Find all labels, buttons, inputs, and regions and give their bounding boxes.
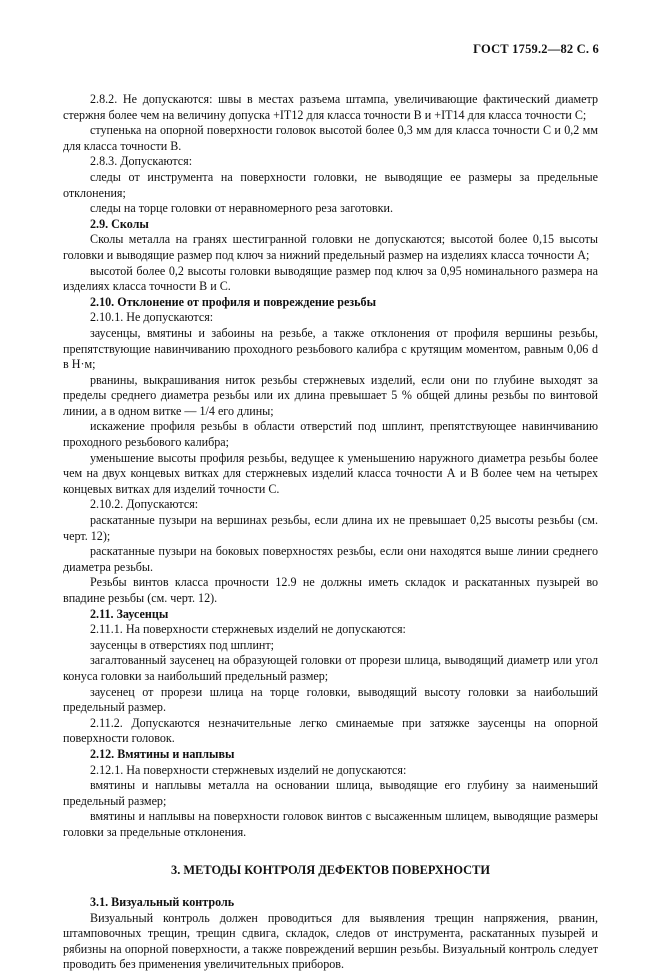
subsection-heading: 2.11. Заусенцы	[90, 606, 169, 621]
paragraph: 2.12.1. На поверхности стержневых изделий не допускаются:	[90, 762, 407, 777]
document-body	[63, 92, 598, 973]
paragraph: уменьшение высоты профиля резьбы, ведущее к уменьшению наружного диаметра резьбы более чем на двух концевых витках для стержневых изделий класса точности А и В более чем на четырех концевых витках для изделий точности С.	[63, 450, 598, 496]
subsection-heading: 3.1. Визуальный контроль	[90, 895, 235, 910]
paragraph: вмятины и наплывы на поверхности головок винтов с высаженным шлицем, выводящие размеры головки за предельные отклонения.	[63, 809, 598, 839]
paragraph: искажение профиля резьбы в области отверстий под шплинт, препятствующее навинчиванию проходного резьбового калибра;	[63, 419, 598, 450]
paragraph: загалтованный заусенец на образующей головки от прорези шлица, выводящий диаметр или угол конуса головки за наибольший предельный размер;	[63, 653, 598, 683]
page-header: ГОСТ 1759.2—82 С. 6	[473, 42, 599, 56]
paragraph: раскатанные пузыри на вершинах резьбы, если длина их не превышает 0,25 высоты резьбы (см. черт. 12);	[63, 513, 598, 543]
paragraph: заусенец от прорези шлица на торце головки, выводящий высоту головки за наибольший предельный размер.	[63, 684, 598, 715]
paragraph: раскатанные пузыри на боковых поверхностях резьбы, если они находятся выше линии среднего диаметра резьбы.	[63, 544, 598, 574]
paragraph: вмятины и наплывы металла на основании шлица, выводящие его глубину за наименьший предельный размер;	[63, 778, 598, 808]
section-3-paragraphs	[63, 895, 598, 973]
paragraph: 2.10.2. Допускаются:	[90, 497, 199, 512]
subsection-heading: 2.10. Отклонение от профиля и повреждение резьбы	[90, 294, 377, 309]
paragraph: Визуальный контроль должен проводиться для выявления трещин напряжения, рванин, штамповочных трещин, трещин сдвига, складок, следов от инструмента, раскатанных пузырей и рябизны на опорной поверхности, а также повреждений вершин резьбы. Визуальный контроль следует проводить без применения увеличительных приборов.	[63, 910, 598, 972]
paragraph: Резьбы винтов класса прочности 12.9 не должны иметь складок и раскатанных пузырей во впадине резьбы (см. черт. 12).	[63, 575, 598, 605]
paragraph: высотой более 0,2 высоты головки выводящие размер под ключ за 0,95 номинального размера на изделиях класса точности В и С.	[63, 263, 598, 294]
paragraph: 2.11.2. Допускаются незначительные легко сминаемые при затяжке заусенцы на опорной поверхности головок.	[63, 715, 598, 746]
paragraph: Сколы металла на гранях шестигранной головки не допускаются; высотой более 0,15 высоты головки и выводящие размер под ключ за нижний предельный размер на изделиях класса точности А;	[63, 232, 598, 262]
section-2-paragraphs	[63, 92, 598, 841]
paragraph: 2.8.3. Допускаются:	[90, 154, 193, 169]
paragraph: 2.11.1. На поверхности стержневых изделий не допускаются:	[90, 622, 406, 637]
paragraph: заусенцы в отверстиях под шплинт;	[90, 637, 275, 652]
subsection-heading: 2.12. Вмятины и наплывы	[90, 746, 235, 761]
paragraph: 2.8.2. Не допускаются: швы в местах разъема штампа, увеличивающие фактический диаметр стержня более чем на величину допуска +IT12 для класса точности В и +IT14 для класса точности С;	[63, 92, 598, 122]
paragraph: заусенцы, вмятины и забоины на резьбе, а также отклонения от профиля вершины резьбы, препятствующие навинчиванию проходного резьбового калибра с крутящим моментом, равным 0,06 d в Н·м;	[63, 325, 598, 372]
subsection-heading: 2.9. Сколы	[90, 216, 149, 231]
section-title: 3. МЕТОДЫ КОНТРОЛЯ ДЕФЕКТОВ ПОВЕРХНОСТИ	[171, 862, 490, 877]
paragraph: ступенька на опорной поверхности головок высотой более 0,3 мм для класса точности С и 0,2 мм для класса точности В.	[63, 123, 598, 153]
paragraph: рванины, выкрашивания ниток резьбы стержневых изделий, если они по глубине выходят за пределы среднего диаметра резьбы или их длина превышает 5 % общей длины резьбы по винтовой линии, а в одном витке — 1/4 его длины;	[63, 372, 598, 418]
paragraph: следы от инструмента на поверхности головки, не выводящие ее размеры за предельные отклонения;	[63, 169, 598, 200]
paragraph: следы на торце головки от неравномерного реза заготовки.	[90, 201, 394, 216]
paragraph: 2.10.1. Не допускаются:	[90, 310, 214, 325]
